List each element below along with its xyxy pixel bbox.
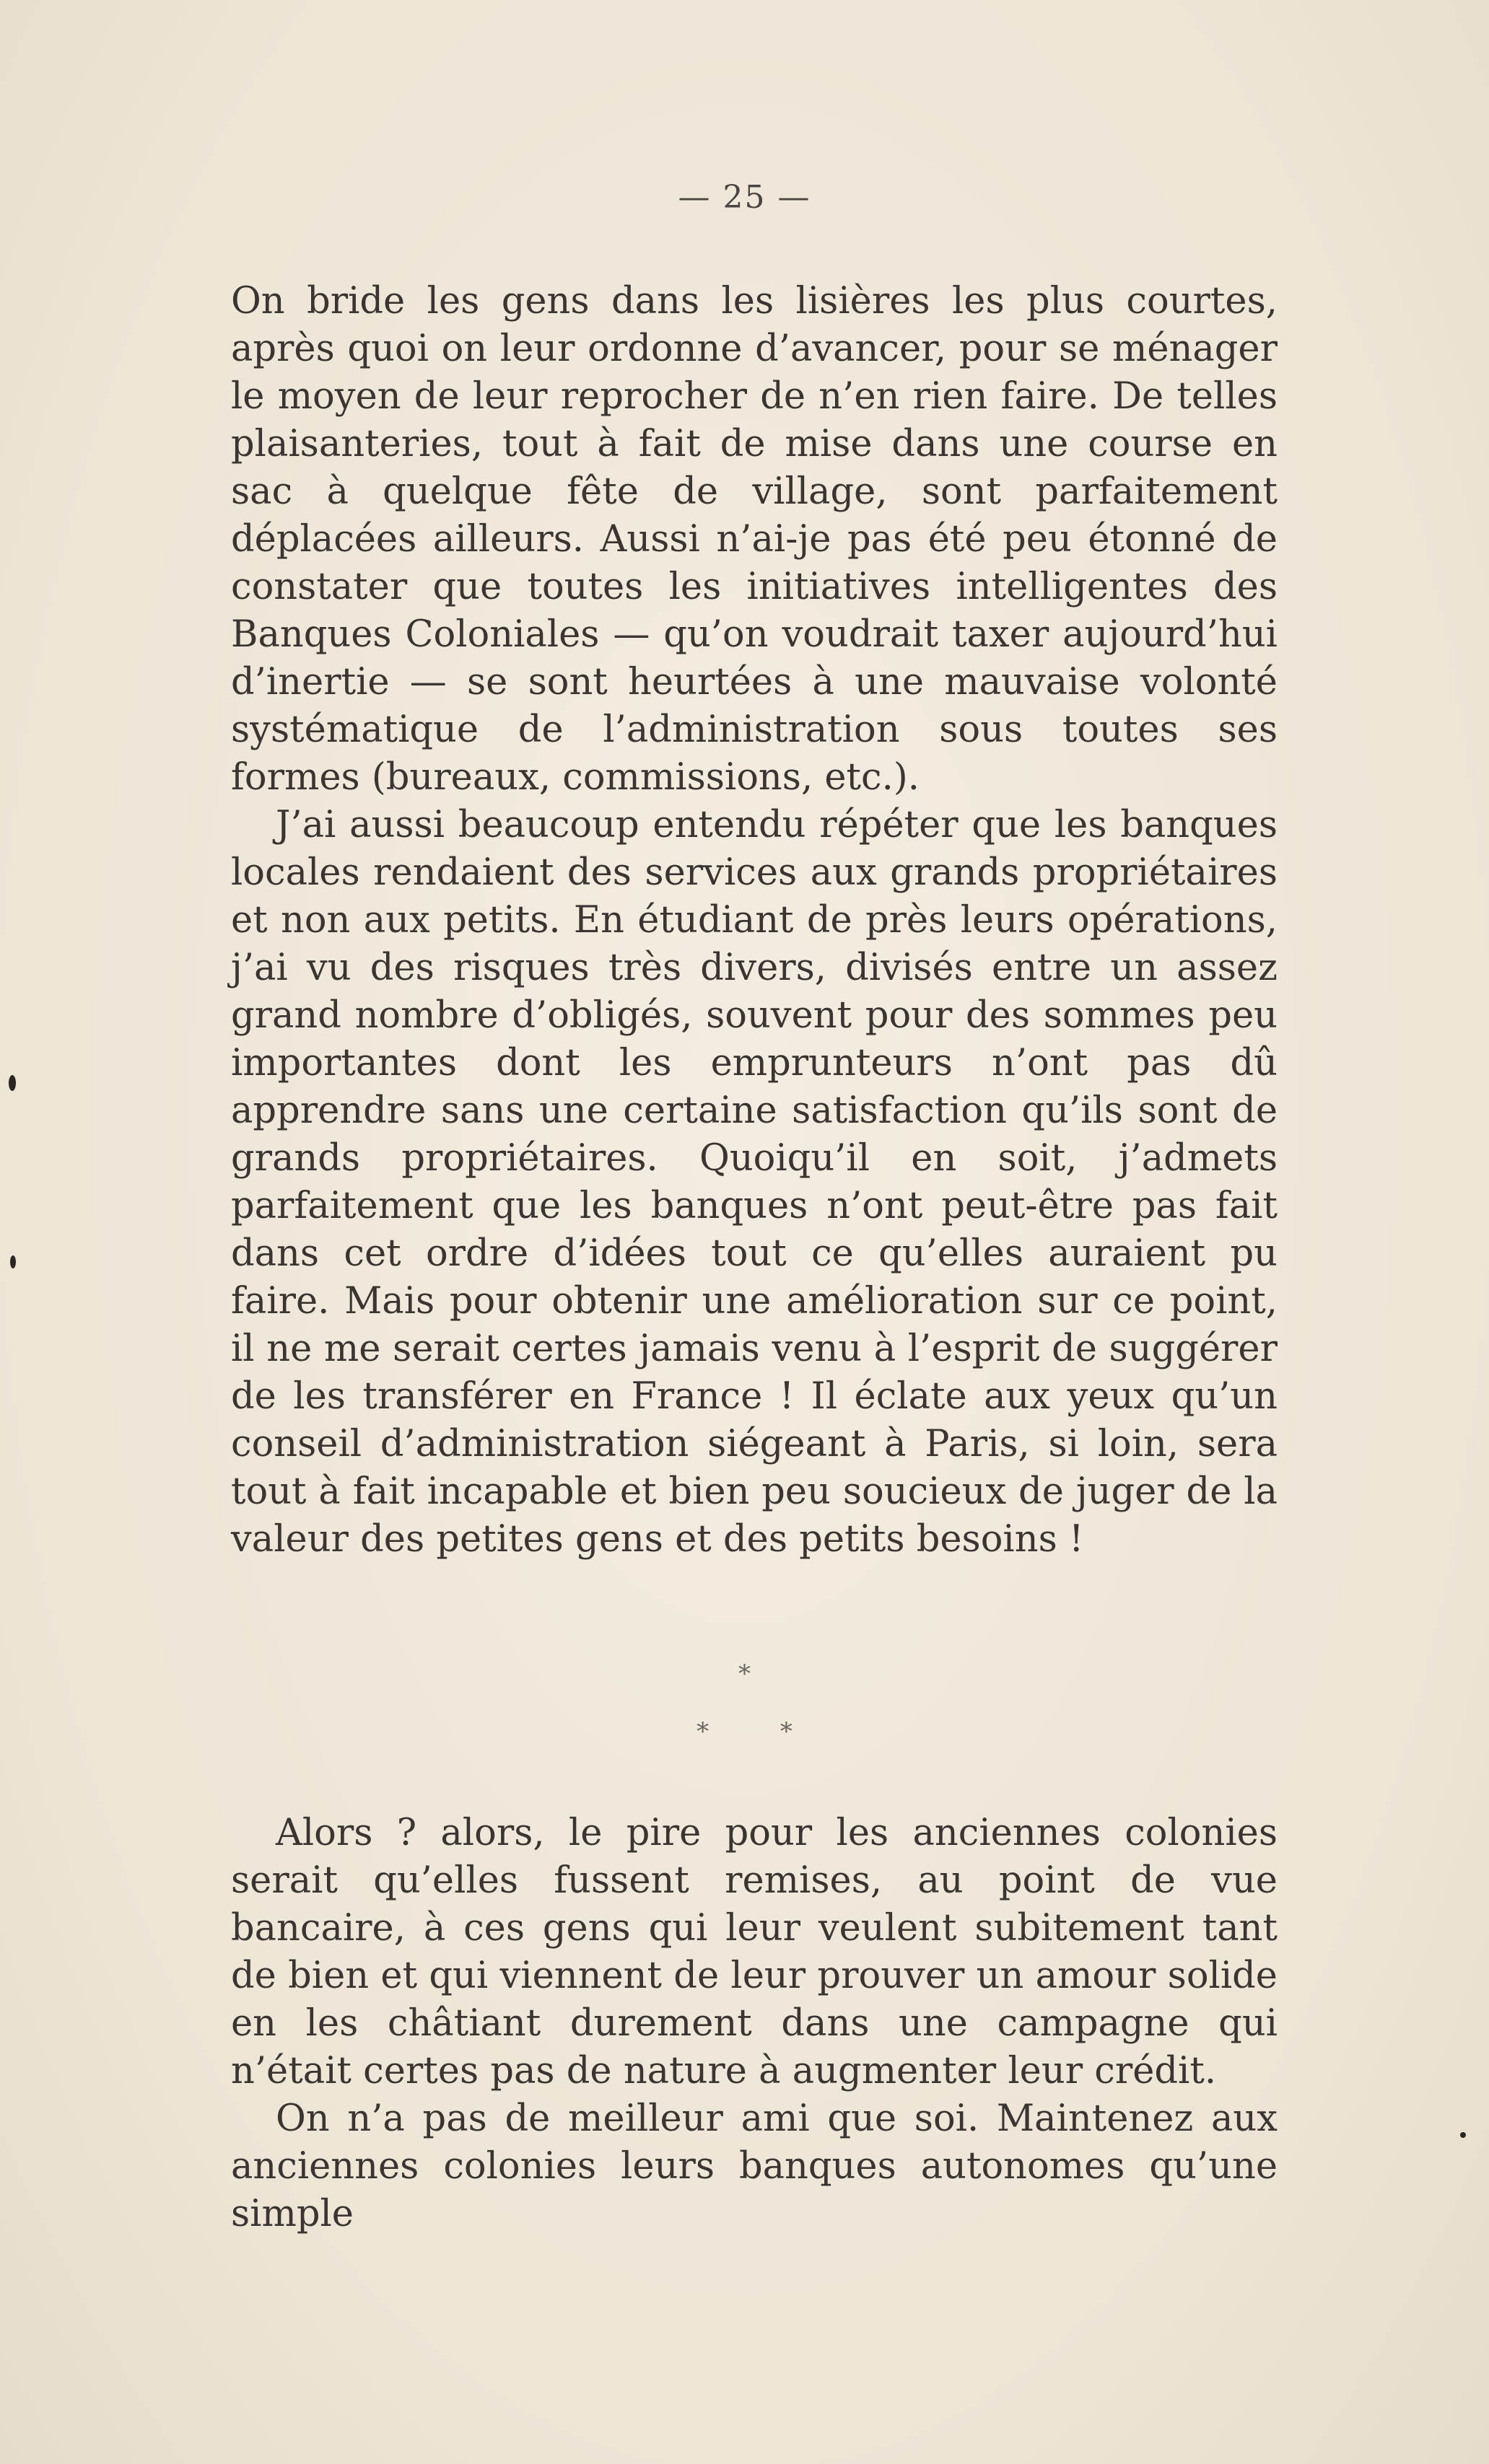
paragraph: J’ai aussi beaucoup entendu répéter que les banques locales rendaient des services aux grands propriétaires et non aux petits. En étudiant de près leurs opérations, j’ai vu des risques très divers, divisés entre un assez grand nombre d’obligés, souvent pour des sommes peu importantes dont les emprunteurs n’ont pas dû apprendre sans une certaine satisfaction qu’ils sont de grands propriétaires. Quoiqu’il en soit, j’admets parfaitement que les banques n’ont peut-être pas fait dans cet ordre d’idées tout ce qu’elles auraient pu faire. Mais pour obtenir une amélioration sur ce point, il ne me serait certes jamais venu à l’esprit de suggérer de les transférer en France ! Il éclate aux yeux qu’un conseil d’administration siégeant à Paris, si loin, sera tout à fait incapable et bien peu soucieux de juger de la valeur des petites gens et des petits besoins ! xyxy=(231,804,1278,1561)
asterism-top: * xyxy=(738,1660,751,1688)
ink-speck xyxy=(1460,2132,1466,2138)
text-section-2 xyxy=(231,1810,1278,2238)
paragraph: On bride les gens dans les lisières les plus courtes, après quoi on leur ordonne d’avancer, pour se ménager le moyen de leur reprocher de n’en rien faire. De telles plaisanteries, tout à fait de mise dans une course en sac à quelque fête de village, sont parfaitement déplacées ailleurs. Aussi n’ai-je pas été peu étonné de constater que toutes les initiatives intelligentes des Banques Coloniales — qu’on voudrait taxer aujourd’hui d’inertie — se sont heurtées à une mauvaise volonté systématique de l’administration sous toutes ses formes (bureaux, commissions, etc.). xyxy=(231,280,1278,799)
ink-speck xyxy=(10,1255,16,1268)
ink-speck xyxy=(9,1075,16,1091)
text-section-1 xyxy=(231,278,1278,1564)
paragraph: On n’a pas de meilleur ami que soi. Maintenez aux anciennes colonies leurs banques autonomes qu’une simple xyxy=(231,2097,1278,2235)
asterism-bottom: * * xyxy=(697,1717,824,1746)
paragraph: Alors ? alors, le pire pour les anciennes colonies serait qu’elles fussent remises, au point de vue bancaire, à ces gens qui leur veulent subitement tant de bien et qui viennent de leur prouver un amour solide en les châtiant durement dans une campagne qui n’était certes pas de nature à augmenter leur crédit. xyxy=(231,1812,1278,2092)
page-number: — 25 — xyxy=(678,179,811,216)
section-divider xyxy=(0,1660,1489,1746)
